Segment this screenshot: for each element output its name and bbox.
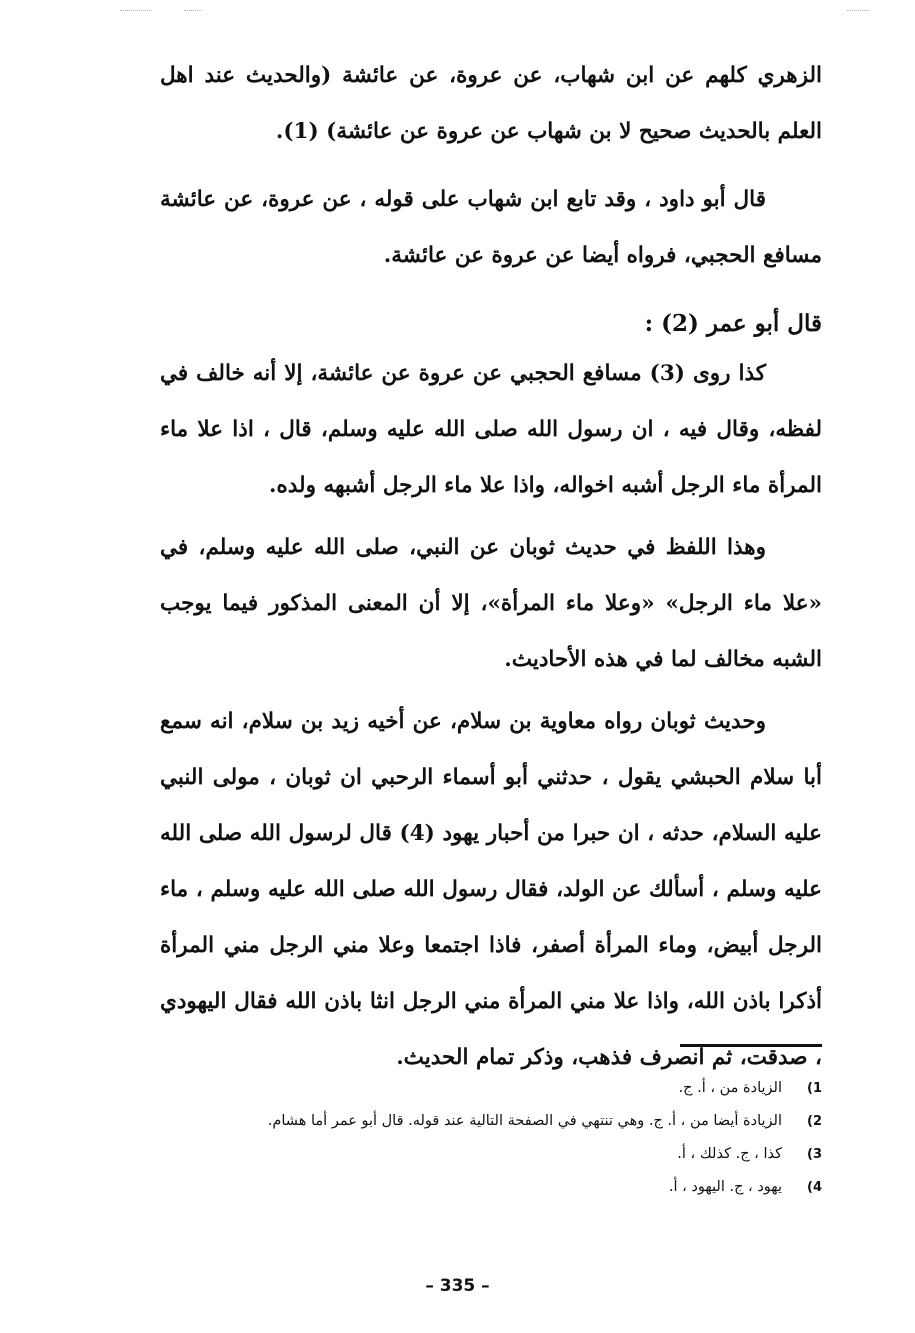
footnote-text: كذا ، ج. كذلك ، أ.	[677, 1146, 782, 1162]
footnotes	[160, 1072, 822, 1204]
footnote-1	[160, 1072, 822, 1105]
footnote-4	[160, 1171, 822, 1204]
footnote-text: يهود ، ج. اليهود ، أ.	[668, 1179, 782, 1195]
paragraph-continuation: الزهري كلهم عن ابن شهاب، عن عروة، عن عائشة (والحديث عند اهل العلم بالحديث صحيح لا بن شهاب عن عروة عن عائشة) (1).	[160, 63, 822, 144]
paragraph-musafi: كذا روى (3) مسافع الحجبي عن عروة عن عائشة، إلا أنه خالف في لفظه، وقال فيه ، ان رسول الله صلى الله عليه وسلم، قال ، اذا علا ماء المرأة ماء الرجل أشبه اخواله، واذا علا ماء الرجل أشبهه ولده.	[160, 361, 822, 498]
paragraph-thawban-hadith: وحديث ثوبان رواه معاوية بن سلام، عن أخيه زيد بن سلام، انه سمع أبا سلام الحبشي يقول ، حدثني أبو أسماء الرحبي ان ثوبان ، مولى النبي عليه السلام، حدثه ، ان حبرا من أحبار يهود (4) قال لرسول الله صلى الله عليه وسلم ، أسألك عن الولد، فقال رسول الله صلى الله عليه وسلم ، ماء الرجل أبيض، وماء المرأة أصفر، فاذا اجتمعا وعلا مني الرجل مني المرأة أذكرا باذن الله، واذا علا مني المرأة مني الرجل انثا باذن الله فقال اليهودي ، صدقت، ثم انصرف فذهب، وذكر تمام الحديث.	[160, 709, 822, 1070]
paragraph-abu-dawud: قال أبو داود ، وقد تابع ابن شهاب على قوله ، عن عروة، عن عائشة مسافع الحجبي، فرواه أيضا عن عروة عن عائشة.	[160, 187, 822, 268]
page-number: – 335 –	[425, 1276, 490, 1296]
footnote-text: الزيادة أيضا من ، أ. ج. وهي تنتهي في الصفحة التالية عند قوله. قال أبو عمر أما هشام.	[267, 1113, 782, 1129]
footnote-2	[160, 1105, 822, 1138]
scan-artifact	[847, 10, 869, 17]
footnote-number: 4)	[807, 1180, 822, 1195]
paragraph-thawban-wording: وهذا اللفظ في حديث ثوبان عن النبي، صلى الله عليه وسلم، في «علا ماء الرجل» «وعلا ماء المرأة»، إلا أن المعنى المذكور فيما يوجب الشبه مخالف لما في هذه الأحاديث.	[160, 535, 822, 672]
footnote-text: الزيادة من ، أ. ج.	[678, 1080, 782, 1096]
scan-artifact	[120, 10, 152, 17]
footnote-number: 3)	[807, 1147, 822, 1162]
footnote-3	[160, 1138, 822, 1171]
footnote-divider	[680, 1044, 822, 1047]
footnote-number: 1)	[807, 1081, 822, 1096]
footnote-number: 2)	[807, 1114, 822, 1129]
main-text	[160, 48, 822, 1086]
section-heading: قال أبو عمر (2) :	[644, 310, 822, 337]
scan-artifact	[184, 10, 202, 17]
